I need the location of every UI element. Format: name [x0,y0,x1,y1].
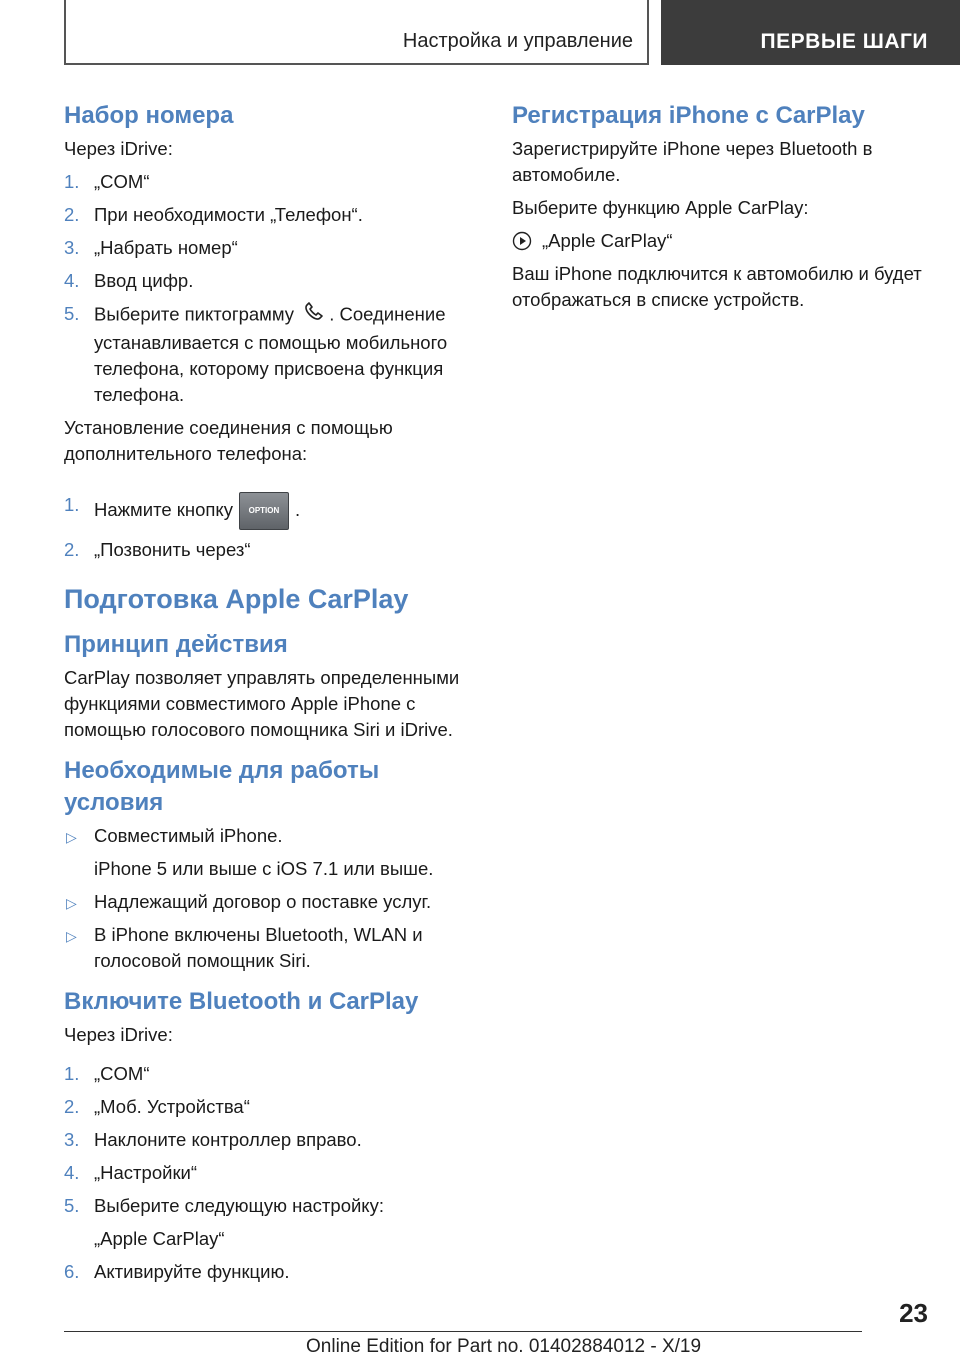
list-item: 4. „Настройки“ [64,1162,198,1183]
bullet-triangle-icon: ▷ [66,928,77,944]
requirements-list [64,823,476,974]
option-button-icon: OPTION [239,492,289,530]
list-item: 1. „COM“ [64,171,150,192]
register-text-3: Ваш iPhone подключится к автомобилю и будет отображаться в списке устройств. [512,263,922,310]
list-item: 5. Выберите следующую настройку: [64,1195,385,1216]
play-item: „Apple CarPlay“ [512,228,924,254]
list-item: 2. „Позвонить через“ [64,539,251,560]
extra-phone-steps [64,492,476,563]
list-item: 2. При необходимости „Телефон“. [64,204,363,225]
page-number: 23 [899,1298,928,1328]
list-item: 2. „Моб. Устройства“ [64,1096,250,1117]
enable-steps [64,1061,476,1285]
header-section-title: Настройка и управление [402,30,633,52]
enable-heading: Включите Bluetooth и CarPlay [64,988,419,1015]
register-heading: Регистрация iPhone с CarPlay [512,102,865,129]
register-text-2: Выберите функцию Apple CarPlay: [512,197,809,218]
dial-steps [64,169,476,408]
carplay-heading: Подготовка Apple CarPlay [64,584,409,614]
list-item-sub: iPhone 5 или выше с iOS 7.1 или выше. [94,858,434,879]
extra-phone-intro: Установление соединения с помощью дополнительного телефона: [64,417,393,464]
list-item: 3. „Набрать номер“ [64,237,238,258]
list-item: 1. Нажмите кнопку OPTION . [64,492,476,530]
bullet-triangle-icon: ▷ [66,895,77,911]
principle-text: CarPlay позволяет управлять определенными функциями совместимого Apple iPhone с помощью голосового помощника Siri и iDrive. [64,667,460,740]
register-text-1: Зарегистрируйте iPhone через Bluetooth в автомобиле. [512,138,873,185]
list-item: 6. Активируйте функцию. [64,1261,290,1282]
list-item: ▷ Совместимый iPhone. [64,823,476,849]
header-chapter-title: ПЕРВЫЕ ШАГИ [760,30,928,53]
dial-heading: Набор номера [64,102,234,129]
header-section-box [64,0,649,65]
phone-icon [299,301,329,330]
right-column [512,100,924,320]
list-item: 1. „COM“ [64,1063,150,1084]
enable-intro: Через iDrive: [64,1024,173,1045]
header-chapter-box [661,0,960,65]
list-item: 5. Выберите пиктограмму . Соединение устанавливается с помощью мобильного телефона, которому присвоена функция телефона. [64,303,448,405]
list-item: 3. Наклоните контроллер вправо. [64,1129,362,1150]
dial-intro: Через iDrive: [64,138,173,159]
bullet-triangle-icon: ▷ [66,829,77,845]
requirements-heading: Необходимые для работы условия [64,757,380,816]
footer-divider [64,1331,862,1332]
list-item: ▷ В iPhone включены Bluetooth, WLAN и голосовой помощник Siri. [66,924,423,971]
play-circle-icon [512,231,532,258]
footer-edition: Online Edition for Part no. 01402884012 - X/19 [306,1336,702,1357]
left-column [64,100,476,1292]
list-item: ▷ Надлежащий договор о поставке услуг. [64,889,476,915]
list-item: 4. Ввод цифр. [64,270,194,291]
list-item-sub: „Apple CarPlay“ [94,1228,225,1249]
principle-heading: Принцип действия [64,631,288,658]
